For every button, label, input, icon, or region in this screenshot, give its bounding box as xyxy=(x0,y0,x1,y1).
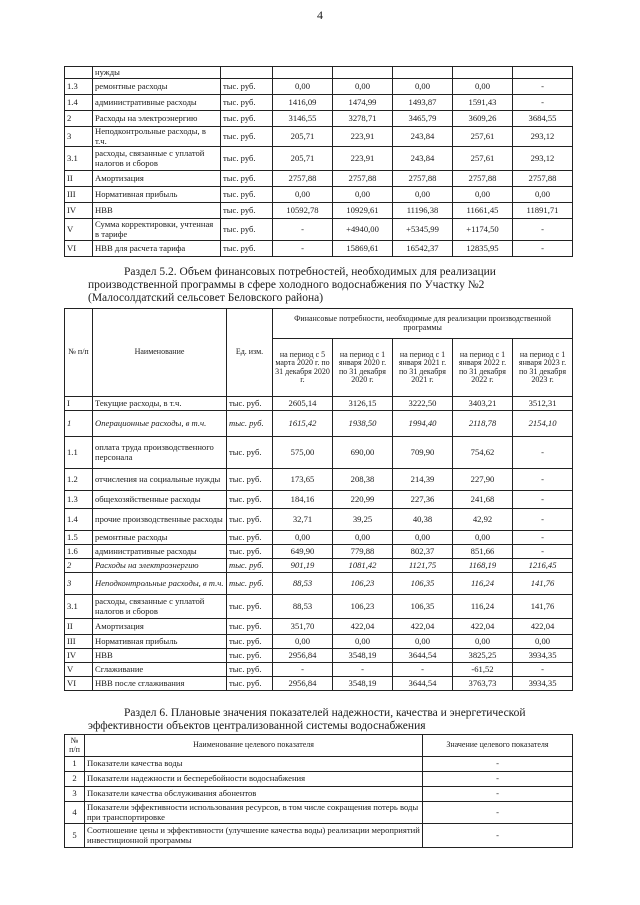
row-value: 32,71 xyxy=(273,509,333,531)
row-name: общехозяйственные расходы xyxy=(93,491,227,509)
table-row xyxy=(65,677,573,691)
row-value: 3934,35 xyxy=(513,677,573,691)
row-value: 0,00 xyxy=(333,187,393,203)
row-name: ремонтные расходы xyxy=(93,79,221,95)
table-row xyxy=(65,491,573,509)
row-value: - xyxy=(513,531,573,545)
row-value: 3609,26 xyxy=(453,111,513,127)
row-number: IV xyxy=(65,203,93,219)
row-value: 0,00 xyxy=(273,79,333,95)
row-name: расходы, связанные с уплатой налогов и сборов xyxy=(93,595,227,619)
row-unit: тыс. руб. xyxy=(221,203,273,219)
row-value: 1121,75 xyxy=(393,559,453,573)
row-unit: тыс. руб. xyxy=(227,619,273,635)
row-unit: тыс. руб. xyxy=(221,219,273,241)
table-row xyxy=(65,772,573,787)
header-indicator-name: Наименование целевого показателя xyxy=(85,735,423,757)
row-value: 220,99 xyxy=(333,491,393,509)
table-row xyxy=(65,619,573,635)
row-value: 1216,45 xyxy=(513,559,573,573)
row-number: V xyxy=(65,219,93,241)
row-value: 205,71 xyxy=(273,127,333,147)
row-number: 1.3 xyxy=(65,491,93,509)
row-value: - xyxy=(513,437,573,469)
header-indicator-value: Значение целевого показателя xyxy=(423,735,573,757)
row-value: 3934,35 xyxy=(513,649,573,663)
row-number: 1.5 xyxy=(65,531,93,545)
row-value: 227,36 xyxy=(393,491,453,509)
row-value: 2605,14 xyxy=(273,397,333,411)
row-name: НВВ для расчета тарифа xyxy=(93,241,221,257)
row-value: 901,19 xyxy=(273,559,333,573)
row-value: -61,52 xyxy=(453,663,513,677)
row-value: 0,00 xyxy=(393,635,453,649)
row-value: 0,00 xyxy=(393,79,453,95)
row-value: - xyxy=(423,824,573,848)
row-unit: тыс. руб. xyxy=(227,531,273,545)
section-6-line2: эффективности объектов централизованной системы водоснабжения xyxy=(88,720,426,733)
row-value: - xyxy=(513,219,573,241)
row-value: 2154,10 xyxy=(513,411,573,437)
row-value: 293,12 xyxy=(513,147,573,171)
row-value: 0,00 xyxy=(333,79,393,95)
row-unit: тыс. руб. xyxy=(221,79,273,95)
row-name: отчисления на социальные нужды xyxy=(93,469,227,491)
row-number: III xyxy=(65,635,93,649)
row-value: 116,24 xyxy=(453,573,513,595)
row-value: - xyxy=(273,663,333,677)
row-number: 2 xyxy=(65,111,93,127)
row-value: 3278,71 xyxy=(333,111,393,127)
table-row xyxy=(65,67,573,79)
table-row xyxy=(65,79,573,95)
row-value: 0,00 xyxy=(273,635,333,649)
table-row xyxy=(65,187,573,203)
row-value: 351,70 xyxy=(273,619,333,635)
row-value: 1591,43 xyxy=(453,95,513,111)
row-unit: тыс. руб. xyxy=(227,649,273,663)
row-value xyxy=(273,67,333,79)
row-value: 690,00 xyxy=(333,437,393,469)
row-number: 5 xyxy=(65,824,85,848)
row-value: 2956,84 xyxy=(273,677,333,691)
row-value: 88,53 xyxy=(273,573,333,595)
row-unit: тыс. руб. xyxy=(227,677,273,691)
row-value: - xyxy=(423,757,573,772)
row-value: 3644,54 xyxy=(393,677,453,691)
row-unit: тыс. руб. xyxy=(221,187,273,203)
row-unit: тыс. руб. xyxy=(221,241,273,257)
row-value: 779,88 xyxy=(333,545,393,559)
row-value: - xyxy=(513,95,573,111)
row-name: Текущие расходы, в т.ч. xyxy=(93,397,227,411)
row-value: - xyxy=(513,491,573,509)
section-5-2-line3: (Малосолдатский сельсовет Беловского района) xyxy=(88,292,324,305)
row-value: 257,61 xyxy=(453,127,513,147)
row-name: Амортизация xyxy=(93,619,227,635)
row-name: Соотношение цены и эффективности (улучшение качества воды) реализации мероприятий инвестиционной программы xyxy=(85,824,423,848)
row-number: 1.4 xyxy=(65,509,93,531)
row-value: 851,66 xyxy=(453,545,513,559)
table-row xyxy=(65,559,573,573)
row-unit: тыс. руб. xyxy=(227,595,273,619)
row-name: Показатели эффективности использования ресурсов, в том числе сокращения потерь воды при транспортировке xyxy=(85,802,423,824)
row-value: 116,24 xyxy=(453,595,513,619)
row-value: 0,00 xyxy=(453,635,513,649)
row-value: - xyxy=(513,509,573,531)
section-6-line1: Раздел 6. Плановые значения показателей надежности, качества и энергетической xyxy=(124,707,526,719)
row-value: 243,84 xyxy=(393,127,453,147)
row-value: 16542,37 xyxy=(393,241,453,257)
table-row xyxy=(65,649,573,663)
row-value: 39,25 xyxy=(333,509,393,531)
row-name: оплата труда производственного персонала xyxy=(93,437,227,469)
row-value: 3825,25 xyxy=(453,649,513,663)
table-row xyxy=(65,219,573,241)
row-number: 2 xyxy=(65,559,93,573)
row-value: 3548,19 xyxy=(333,649,393,663)
row-value: 0,00 xyxy=(513,187,573,203)
row-value: 0,00 xyxy=(333,531,393,545)
row-number: 3 xyxy=(65,573,93,595)
row-name: ремонтные расходы xyxy=(93,531,227,545)
header-name: Наименование xyxy=(93,309,227,397)
row-value: 3403,21 xyxy=(453,397,513,411)
table-row xyxy=(65,397,573,411)
table-row xyxy=(65,787,573,802)
row-value: 184,16 xyxy=(273,491,333,509)
header-num: № п/п xyxy=(65,309,93,397)
row-value: 3512,31 xyxy=(513,397,573,411)
row-name: Показатели надежности и бесперебойности водоснабжения xyxy=(85,772,423,787)
section-5-2-title xyxy=(88,266,570,306)
row-value: 2118,78 xyxy=(453,411,513,437)
table-financial-needs xyxy=(64,308,573,691)
row-value: 223,91 xyxy=(333,147,393,171)
row-value: 11661,45 xyxy=(453,203,513,219)
row-value: +1174,50 xyxy=(453,219,513,241)
row-value: 422,04 xyxy=(513,619,573,635)
row-name: Неподконтрольные расходы, в т.ч. xyxy=(93,127,221,147)
row-number: 1.1 xyxy=(65,437,93,469)
row-value: - xyxy=(423,787,573,802)
row-unit: тыс. руб. xyxy=(227,573,273,595)
row-value: 2757,88 xyxy=(333,171,393,187)
table-row xyxy=(65,663,573,677)
row-value: 0,00 xyxy=(453,187,513,203)
row-value: 3644,54 xyxy=(393,649,453,663)
row-value: 10929,61 xyxy=(333,203,393,219)
row-value: 0,00 xyxy=(453,531,513,545)
row-value: 1168,19 xyxy=(453,559,513,573)
row-value: 2757,88 xyxy=(393,171,453,187)
row-number: V xyxy=(65,663,93,677)
row-value xyxy=(513,67,573,79)
row-value: 1474,99 xyxy=(333,95,393,111)
row-unit: тыс. руб. xyxy=(221,127,273,147)
row-name: Нормативная прибыль xyxy=(93,187,221,203)
row-value: 0,00 xyxy=(273,531,333,545)
row-name: расходы, связанные с уплатой налогов и сборов xyxy=(93,147,221,171)
row-value: 649,90 xyxy=(273,545,333,559)
row-value: 575,00 xyxy=(273,437,333,469)
row-value: 141,76 xyxy=(513,573,573,595)
row-name: Неподконтрольные расходы, в т.ч. xyxy=(93,573,227,595)
section-5-2-line1: Раздел 5.2. Объем финансовых потребностей, необходимых для реализации xyxy=(124,266,496,278)
row-value: 11196,38 xyxy=(393,203,453,219)
row-unit: тыс. руб. xyxy=(227,635,273,649)
row-value: 11891,71 xyxy=(513,203,573,219)
row-value: - xyxy=(513,663,573,677)
row-unit: тыс. руб. xyxy=(227,663,273,677)
row-value: 2757,88 xyxy=(513,171,573,187)
row-value: 214,39 xyxy=(393,469,453,491)
row-value: 3222,50 xyxy=(393,397,453,411)
table-row xyxy=(65,824,573,848)
row-value: 1615,42 xyxy=(273,411,333,437)
row-number: VI xyxy=(65,241,93,257)
row-unit: тыс. руб. xyxy=(227,469,273,491)
row-name: Показатели качества воды xyxy=(85,757,423,772)
table-row xyxy=(65,509,573,531)
header-financial-group: Финансовые потребности, необходимые для реализации производственной программы xyxy=(273,309,573,339)
header-num: № п/п xyxy=(65,735,85,757)
row-unit: тыс. руб. xyxy=(221,95,273,111)
row-value: 141,76 xyxy=(513,595,573,619)
row-value: 3548,19 xyxy=(333,677,393,691)
row-unit: тыс. руб. xyxy=(227,437,273,469)
row-value: 106,35 xyxy=(393,595,453,619)
row-value: 0,00 xyxy=(453,79,513,95)
row-value: 0,00 xyxy=(393,531,453,545)
row-value: - xyxy=(513,79,573,95)
row-name: Нормативная прибыль xyxy=(93,635,227,649)
table-row xyxy=(65,171,573,187)
row-name: Расходы на электроэнергию xyxy=(93,111,221,127)
row-value: +4940,00 xyxy=(333,219,393,241)
row-number: 3 xyxy=(65,127,93,147)
row-value: 293,12 xyxy=(513,127,573,147)
header-period: на период с 1 января 2023 г. по 31 декабря 2023 г. xyxy=(513,339,573,397)
row-number xyxy=(65,67,93,79)
section-6-title xyxy=(88,707,570,733)
row-value: - xyxy=(333,663,393,677)
table-row xyxy=(65,203,573,219)
table-row xyxy=(65,127,573,147)
row-value: 15869,61 xyxy=(333,241,393,257)
row-value: 2757,88 xyxy=(453,171,513,187)
row-name: административные расходы xyxy=(93,545,227,559)
row-value: 1416,09 xyxy=(273,95,333,111)
page-number: 4 xyxy=(317,8,323,22)
row-value: - xyxy=(423,772,573,787)
row-unit: тыс. руб. xyxy=(227,411,273,437)
row-name: Операционные расходы, в т.ч. xyxy=(93,411,227,437)
row-unit: тыс. руб. xyxy=(221,171,273,187)
row-number: 1.3 xyxy=(65,79,93,95)
row-value: 205,71 xyxy=(273,147,333,171)
row-value: 2757,88 xyxy=(273,171,333,187)
row-value: 241,68 xyxy=(453,491,513,509)
table-row xyxy=(65,802,573,824)
table-row xyxy=(65,469,573,491)
row-name: Показатели качества обслуживания абонентов xyxy=(85,787,423,802)
row-number: 4 xyxy=(65,802,85,824)
row-value: 1493,87 xyxy=(393,95,453,111)
row-value: 223,91 xyxy=(333,127,393,147)
row-value: 10592,78 xyxy=(273,203,333,219)
row-unit: тыс. руб. xyxy=(227,545,273,559)
table-row xyxy=(65,531,573,545)
row-value: 208,38 xyxy=(333,469,393,491)
row-name: Сумма корректировки, учтенная в тарифе xyxy=(93,219,221,241)
row-unit: тыс. руб. xyxy=(227,559,273,573)
row-name: Сглаживание xyxy=(93,663,227,677)
row-value: 42,92 xyxy=(453,509,513,531)
row-value: - xyxy=(273,241,333,257)
header-unit: Ед. изм. xyxy=(227,309,273,397)
row-number: 2 xyxy=(65,772,85,787)
row-unit: тыс. руб. xyxy=(227,397,273,411)
row-value: 12835,95 xyxy=(453,241,513,257)
row-number: III xyxy=(65,187,93,203)
row-value: 422,04 xyxy=(393,619,453,635)
row-number: IV xyxy=(65,649,93,663)
row-number: 1.6 xyxy=(65,545,93,559)
row-value: 243,84 xyxy=(393,147,453,171)
table-row xyxy=(65,95,573,111)
row-value: 1081,42 xyxy=(333,559,393,573)
row-number: 1.4 xyxy=(65,95,93,111)
row-number: 3.1 xyxy=(65,595,93,619)
row-name: прочие производственные расходы xyxy=(93,509,227,531)
row-number: II xyxy=(65,171,93,187)
row-number: 3.1 xyxy=(65,147,93,171)
row-value: 2956,84 xyxy=(273,649,333,663)
header-period: на период с 1 января 2022 г. по 31 декабря 2022 г. xyxy=(453,339,513,397)
row-value: - xyxy=(513,545,573,559)
row-unit: тыс. руб. xyxy=(227,491,273,509)
table-row xyxy=(65,595,573,619)
row-value xyxy=(393,67,453,79)
row-name: Амортизация xyxy=(93,171,221,187)
row-value: 3763,73 xyxy=(453,677,513,691)
table-row xyxy=(65,111,573,127)
row-value xyxy=(333,67,393,79)
row-number: I xyxy=(65,397,93,411)
row-value: 3465,79 xyxy=(393,111,453,127)
row-value: 3126,15 xyxy=(333,397,393,411)
row-value: 754,62 xyxy=(453,437,513,469)
row-value: 0,00 xyxy=(333,635,393,649)
row-unit: тыс. руб. xyxy=(221,147,273,171)
section-5-2-line2: производственной программы в сфере холодного водоснабжения по Участку №2 xyxy=(88,279,485,292)
row-number: 3 xyxy=(65,787,85,802)
table-row xyxy=(65,635,573,649)
row-number: 1.2 xyxy=(65,469,93,491)
table-financial-continuation xyxy=(64,66,573,257)
row-unit xyxy=(221,67,273,79)
row-value: 709,90 xyxy=(393,437,453,469)
table-row xyxy=(65,757,573,772)
row-value: 1938,50 xyxy=(333,411,393,437)
row-name: НВВ после сглаживания xyxy=(93,677,227,691)
row-value: - xyxy=(423,802,573,824)
row-value: 106,23 xyxy=(333,595,393,619)
table-row xyxy=(65,241,573,257)
row-value: - xyxy=(393,663,453,677)
row-value: 1994,40 xyxy=(393,411,453,437)
row-value: 0,00 xyxy=(393,187,453,203)
row-number: 1 xyxy=(65,411,93,437)
header-period: на период с 1 января 2021 г. по 31 декабря 2021 г. xyxy=(393,339,453,397)
table-target-indicators xyxy=(64,734,573,848)
row-value: 0,00 xyxy=(273,187,333,203)
table-row xyxy=(65,147,573,171)
row-value: 106,23 xyxy=(333,573,393,595)
row-number: VI xyxy=(65,677,93,691)
row-value: - xyxy=(513,241,573,257)
row-number: 1 xyxy=(65,757,85,772)
row-value: 0,00 xyxy=(513,635,573,649)
row-value: 3684,55 xyxy=(513,111,573,127)
row-name: нужды xyxy=(93,67,221,79)
row-value: 257,61 xyxy=(453,147,513,171)
header-period: на период с 1 января 2020 г. по 31 декабря 2020 г. xyxy=(333,339,393,397)
row-name: Расходы на электроэнергию xyxy=(93,559,227,573)
table-row xyxy=(65,411,573,437)
table-row xyxy=(65,545,573,559)
row-value: 422,04 xyxy=(333,619,393,635)
row-value: 88,53 xyxy=(273,595,333,619)
table-row xyxy=(65,437,573,469)
row-unit: тыс. руб. xyxy=(227,509,273,531)
row-value: 40,38 xyxy=(393,509,453,531)
row-number: II xyxy=(65,619,93,635)
row-value: 802,37 xyxy=(393,545,453,559)
row-name: НВВ xyxy=(93,649,227,663)
row-value: - xyxy=(273,219,333,241)
row-value: - xyxy=(513,469,573,491)
row-value: 106,35 xyxy=(393,573,453,595)
row-value: 3146,55 xyxy=(273,111,333,127)
table-row xyxy=(65,573,573,595)
row-value: +5345,99 xyxy=(393,219,453,241)
row-name: административные расходы xyxy=(93,95,221,111)
row-name: НВВ xyxy=(93,203,221,219)
row-unit: тыс. руб. xyxy=(221,111,273,127)
row-value: 422,04 xyxy=(453,619,513,635)
row-value: 173,65 xyxy=(273,469,333,491)
row-value xyxy=(453,67,513,79)
header-period: на период с 5 марта 2020 г. по 31 декабря 2020 г. xyxy=(273,339,333,397)
row-value: 227,90 xyxy=(453,469,513,491)
